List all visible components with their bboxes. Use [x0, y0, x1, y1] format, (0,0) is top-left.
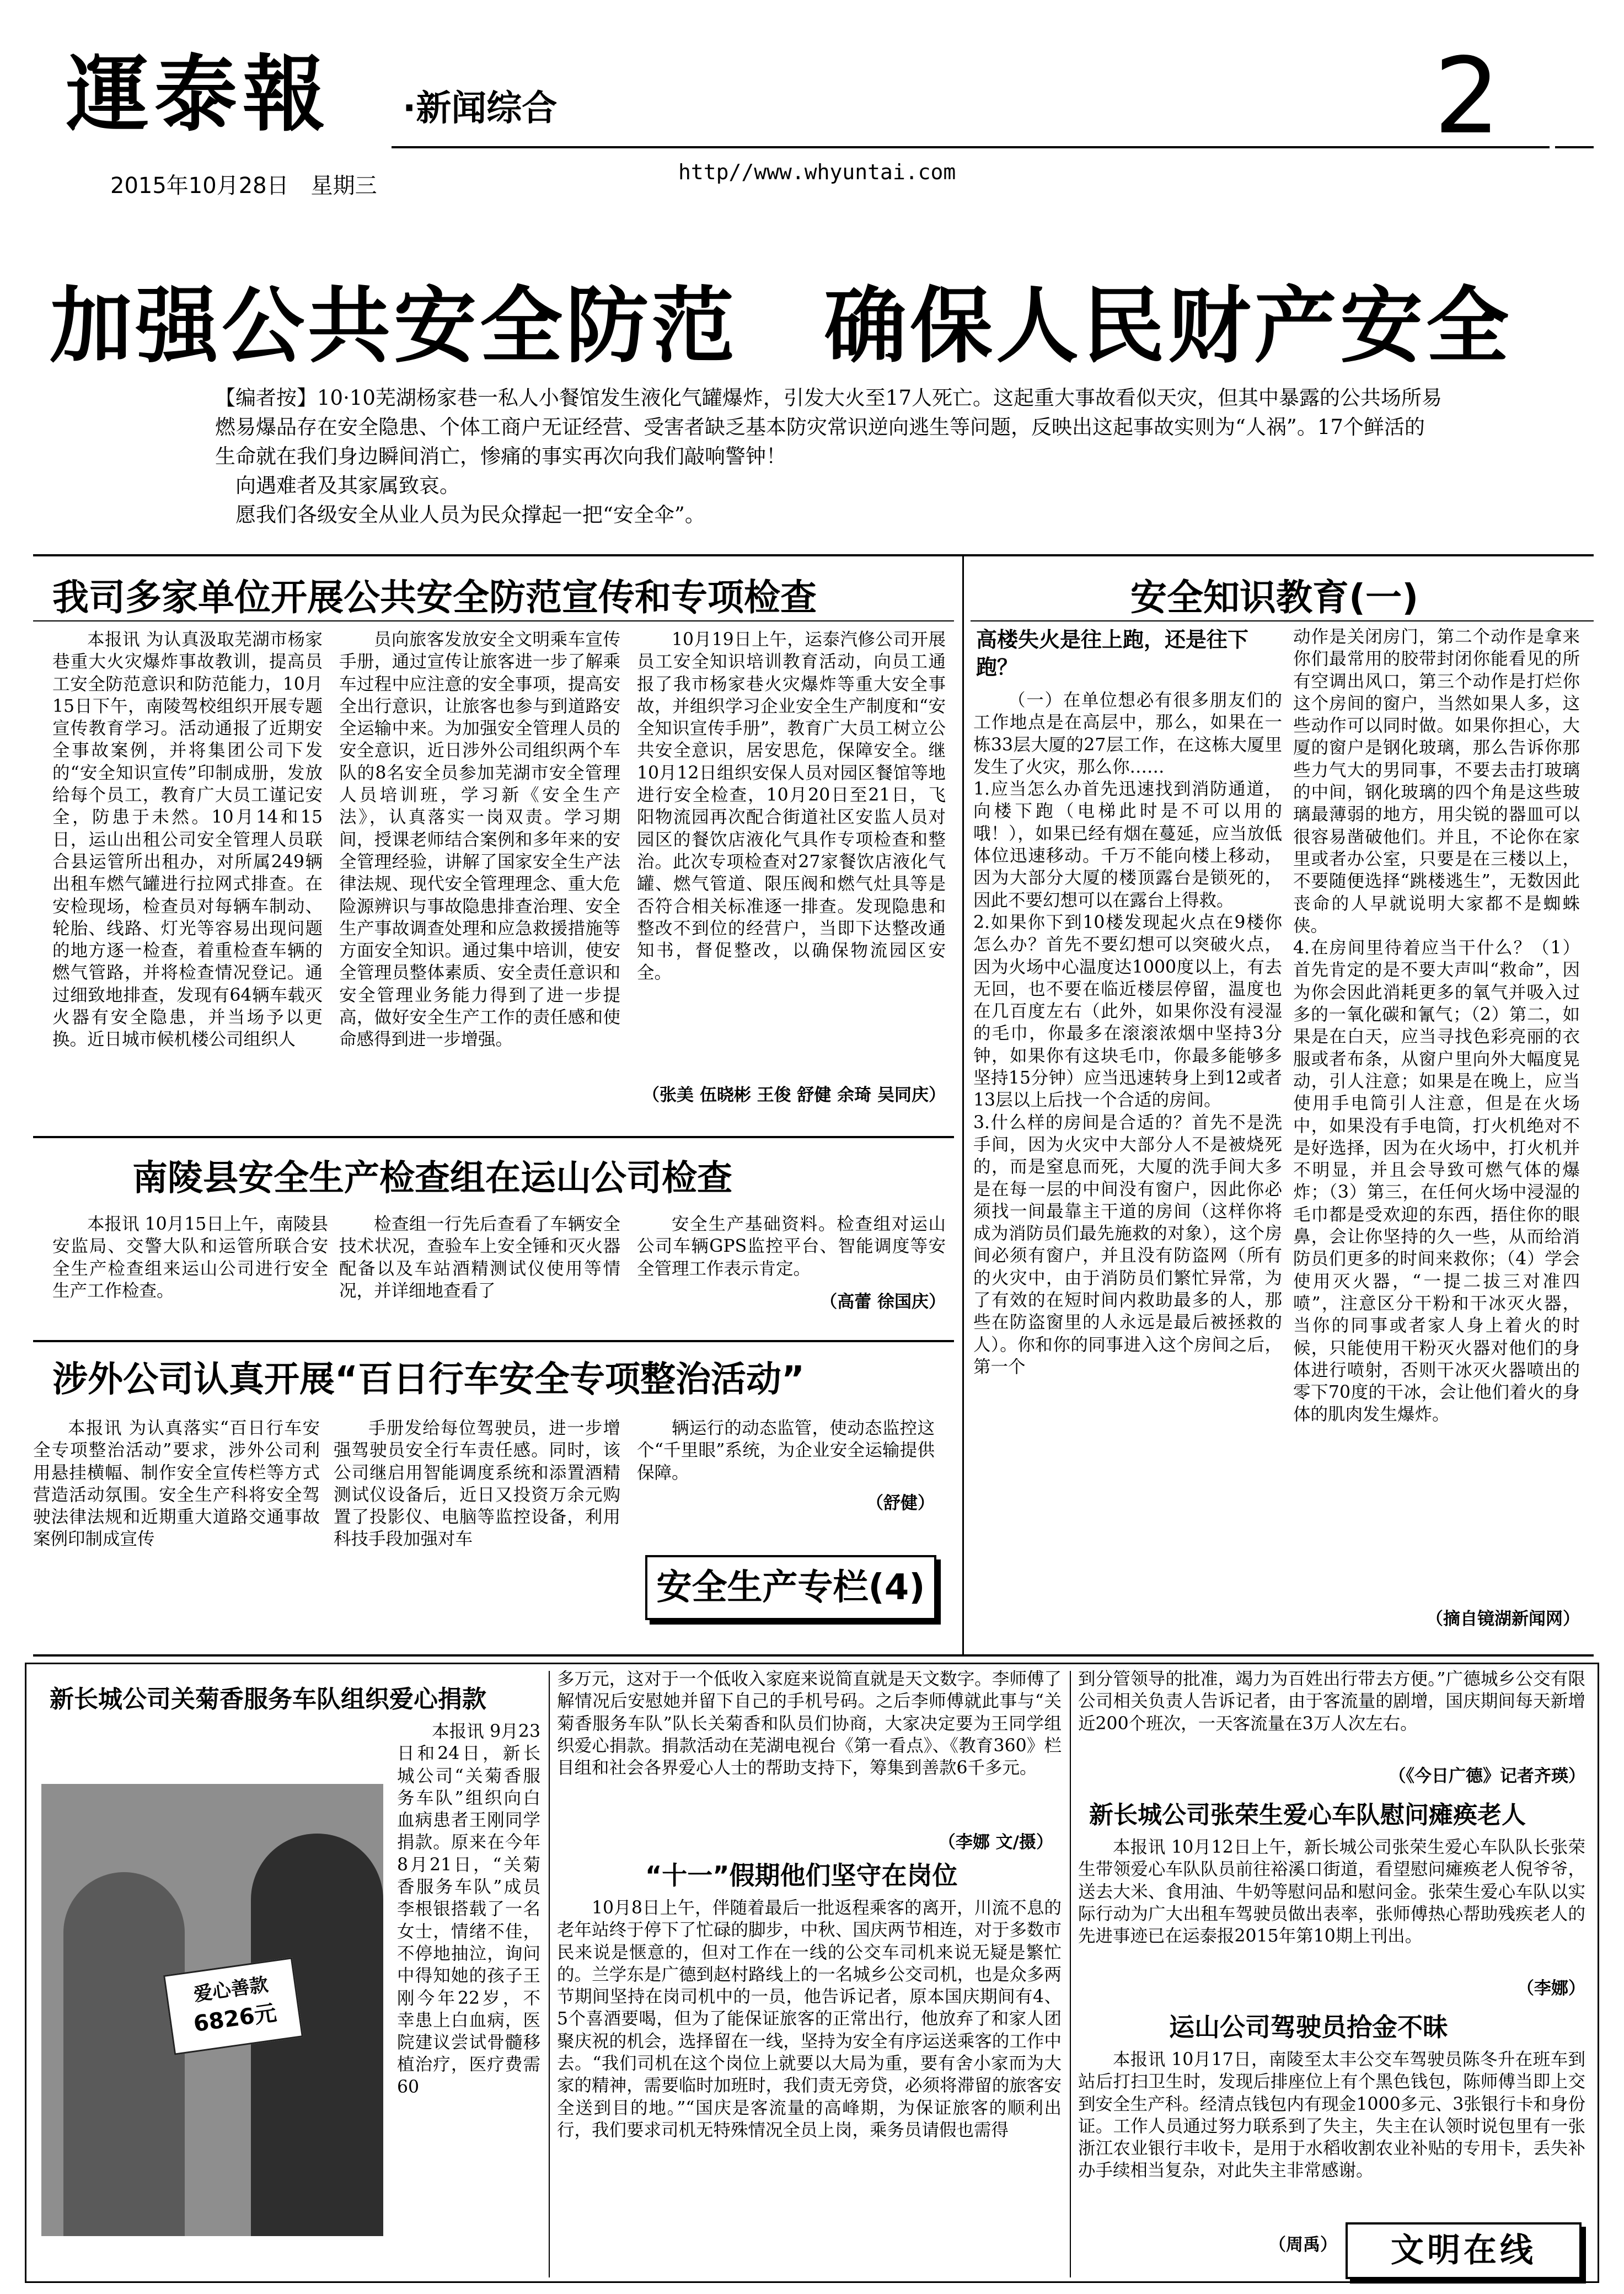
masthead-rule-right — [1555, 146, 1594, 148]
website-url[interactable]: http//www.whyuntai.com — [678, 160, 956, 184]
editor-note-body: 【编者按】10·10芜湖杨家巷一私人小餐馆发生液化气罐爆炸，引发大火至17人死亡。这起重大事故看似天灾，但其中暴露的公共场所易燃易爆品存在安全隐患、个体工商户无证经营、受害者缺乏基本防灾常识逆向逃生等问题，反映出这起事故实则为“人祸”。17个鲜活的生命就在我们身边瞬间消亡，惨痛的事实再次向我们敲响警钟！ — [215, 386, 1443, 468]
page-number: 2 — [1434, 35, 1500, 157]
article-title-inspection: 南陵县安全生产检查组在运山公司检查 — [132, 1158, 732, 1199]
article-visit-byline: （李娜） — [1517, 1979, 1585, 1998]
editor-note-line3: 愿我们各级安全从业人员为民众撑起一把“安全伞”。 — [235, 503, 705, 527]
article-donation-byline: （李娜 文/摄） — [938, 1832, 1053, 1852]
column-divider — [962, 554, 964, 1654]
article-campaign-col1: 本报讯 为认真落实“百日行车安全专项整治活动”要求，涉外公司利用悬挂横幅、制作安全宣传栏等方式营造活动氛围。安全生产科将安全驾驶法律法规和近期重大道路交通事故案例印制成宣传 — [33, 1418, 320, 1550]
article-fire-safety-col2: 动作是关闭房门，第二个动作是拿来你们最常用的胶带封闭你能看见的所有空调出风口，第三个动作是打烂你这个房间的窗户，当然如果人多，这些动作可以同时做。如果你担心，大厦的窗户是钢化玻璃，那么告诉你那些力气大的男同事，不要去击打玻璃的中间，钢化玻璃的四个角是这些玻璃最薄弱的地方，用尖锐的器皿可以很容易凿破他们。并且，不论你在家里或者办公室，只要是在三楼以上，不要随便选择“跳楼逃生”，无数因此丧命的人早就说明大家都不是蜘蛛侠。 4.在房间里待着应当干什么？（1）首先肯定的是不要大声叫“救命”，因为你会因此消耗更多的氧气并吸入过多的一氧化碳和氰气；（2）第二，如果是在白天，应当寻找色彩亮丽的衣服或者布条，从窗户里向外大幅度晃动，引人注意；如果是在晚上，应当使用手电筒引人注意，但是在火场中，如果没有手电筒，打火机绝对不是好选择，因为在火场中，打火机并不明显，并且会导致可燃气体的爆炸；（3）第三，在任何火场中浸湿的毛巾都是受欢迎的东西，捂住你的眼鼻，会让你坚持的久一些，从而给消防员们更多的时间来救你；（4）学会使用灭火器，“一提二拔三对准四喷”，注意区分干粉和干冰灭火器，当你的同事或者家人身上着火的时候，只能使用干粉灭火器对他们的身体进行喷射，否则干冰灭火器喷出的零下70度的干冰，会让他们着火的身体的肌肉发生爆炸。 — [1293, 627, 1580, 1425]
article-honesty-byline: （周禹） — [1269, 2235, 1337, 2255]
article-title-donation: 新长城公司关菊香服务车队组织爱心捐款 — [50, 1685, 486, 1713]
article-inspection-byline: （高蕾 徐国庆） — [820, 1292, 946, 1312]
article-donation-col1: 本报讯 9月23日和24日，新长城公司“关菊香服务车队”组织向白血病患者王刚同学捐款。原来在今年8月21日，“关菊香服务车队”成员李根银搭载了一名女士，情绪不佳，不停地抽泣，询问中得知她的孩子王刚今年22岁，不幸患上白血病，医院建议尝试骨髓移植治疗，医疗费需60 — [397, 1722, 540, 2097]
masthead-rule — [392, 146, 1550, 148]
donation-sign-amount: 6826元 — [192, 2000, 278, 2038]
top-divider — [33, 554, 1594, 556]
article-campaign-col2: 手册发给每位驾驶员，进一步增强驾驶员安全行车责任感。同时，该公司继启用智能调度系统和添置酒精测试仪设备后，近日又投资万余元购置了投影仪、电脑等监控设备，利用科技手段加强对车 — [334, 1418, 620, 1550]
divider-2 — [33, 1136, 954, 1138]
article-publicity-col2: 员向旅客发放安全文明乘车宣传手册，通过宣传让旅客进一步了解乘车过程中应注意的安全事项，提高安全出行意识，让旅客也参与到道路安全运输中来。为加强安全管理人员的安全意识，近日涉外公司组织两个车队的8名安全员参加芜湖市安全管理人员培训班，学习新《安全生产法》，认真落实一岗双责。学习期间，授课老师结合案例和多年来的安全管理经验，讲解了国家安全生产法律法规、现代安全管理理念、重大危险源辨识与事故隐患排查治理、安全生产事故调查处理和应急救援措施等方面安全知识。通过集中培训，使安全管理员整体素质、安全责任意识和安全管理业务能力得到了进一步提高，做好安全生产工作的责任感和使命感得到进一步增强。 — [339, 630, 620, 1050]
article-publicity-byline: （张美 伍晓彬 王俊 舒健 余琦 吴同庆） — [642, 1085, 946, 1105]
divider-3 — [33, 1340, 954, 1342]
photo-person-left — [63, 1872, 185, 2236]
article-visit-col1: 本报讯 10月12日上午，新长城公司张荣生爱心车队队长张荣生带领爱心车队队员前往裕溪口街道，看望慰问瘫痪老人倪爷爷，送去大米、食用油、牛奶等慰问品和慰问金。张荣生爱心车队以实际行动为广大出租车驾驶员做出表率，张师傅热心帮助残疾老人的先进事迹已在运泰报2015年第10期上刊出。 — [1078, 1837, 1585, 1947]
bottom-section-divider — [33, 1654, 1594, 1657]
article-title-honesty: 运山公司驾驶员拾金不昧 — [1169, 2012, 1448, 2042]
article-campaign-byline: （舒健） — [866, 1493, 935, 1513]
title-underline-right — [971, 620, 1594, 621]
article-campaign-col3: 辆运行的动态监管，使动态监控这个“千里眼”系统，为企业安全运输提供保障。 — [637, 1418, 935, 1483]
article-title-campaign: 涉外公司认真开展“百日行车安全专项整治活动” — [52, 1359, 805, 1400]
section-name: ·新闻综合 — [403, 88, 558, 129]
article-holiday-byline: （《今日广德》记者齐瑛） — [1389, 1766, 1585, 1786]
issue-date: 2015年10月28日 星期三 — [110, 173, 377, 199]
article-title-visit: 新长城公司张荣生爱心车队慰问瘫痪老人 — [1089, 1801, 1526, 1829]
article-publicity-col1: 本报讯 为认真汲取芜湖市杨家巷重大火灾爆炸事故教训，提高员工安全防范意识和防范能力，10月15日下午，南陵驾校组织开展专题宣传教育学习。活动通报了近期安全事故案例，并将集团公司下发的“安全知识宣传”印制成册，发放给每个员工，教育广大员工谨记安全，防患于未然。10月14和15日，运山出租公司安全管理人员联合县运管所出租办，对所属249辆出租车燃气罐进行拉网式排查。在安检现场，检查员对每辆车制动、轮胎、线路、灯光等容易出现问题的地方逐一检查，着重检查车辆的燃气管路，并将检查情况登记。通过细致地排查，发现有64辆车载灭火器有安全隐患，并当场予以更换。近日城市候机楼公司组织人 — [52, 630, 323, 1050]
article-fire-safety-source: （摘自镜湖新闻网） — [1426, 1609, 1580, 1629]
title-underline — [33, 620, 954, 621]
article-title-holiday: “十一”假期他们坚守在岗位 — [645, 1861, 958, 1890]
article-inspection-col1: 本报讯 10月15日上午，南陵县安监局、交警大队和运管所联合安全生产检查组来运山公司进行安全生产工作检查。 — [52, 1214, 328, 1301]
bottom-divider-2 — [1070, 1671, 1071, 2277]
article-title-fire-safety: 安全知识教育(一) — [1130, 576, 1419, 619]
article-title-publicity: 我司多家单位开展公共安全防范宣传和专项检查 — [52, 576, 817, 619]
article-holiday-col1: 10月8日上午，伴随着最后一批返程乘客的离开，川流不息的老年站终于停下了忙碌的脚步，中秋、国庆两节相连，对于多数市民来说是惬意的，但对工作在一线的公交车司机来说无疑是繁忙的。兰学东是广德到赵村路线上的一名城乡公交司机，也是众多两节期间坚持在岗司机中的一员，他告诉记者，原本国庆期间有4、5个喜酒要喝，但为了能保证旅客的正常出行，他放弃了和家人团聚庆祝的机会，选择留在一线，坚持为安全有序运送乘客的工作中去。“我们司机在这个岗位上就要以大局为重，要有舍小家而为大家的精神，需要临时加班时，我们责无旁贷，必须将滞留的旅客安全送到目的地。”“国庆是客流量的高峰期，为保证旅客的顺利出行，我们要求司机无特殊情况全员上岗，乘务员请假也需得 — [557, 1898, 1062, 2140]
article-fire-safety-subtitle: 高楼失火是往上跑，还是往下跑？ — [976, 628, 1249, 679]
editor-note — [215, 383, 1445, 529]
safety-column-badge — [645, 1555, 936, 1620]
main-headline: 加强公共安全防范 确保人民财产安全 — [50, 278, 1513, 374]
article-inspection-col2: 检查组一行先后查看了车辆安全技术状况，查验车上安全锤和灭火器配备以及车站酒精测试仪使用等情况，并详细地查看了 — [339, 1214, 620, 1301]
article-donation-col2: 多万元，这对于一个低收入家庭来说简直就是天文数字。李师傅了解情况后安慰她并留下自己的手机号码。之后李师傅就此事与“关菊香服务车队”队长关菊香和队员们协商，大家决定要为王同学组织爱心捐款。捐款活动在芜湖电视台《第一看点》、《教育360》栏目组和社会各界爱心人士的帮助支持下，筹集到善款6千多元。 — [557, 1669, 1062, 1778]
safety-column-badge-text: 安全生产专栏(4) — [656, 1567, 925, 1608]
article-publicity-col3: 10月19日上午，运泰汽修公司开展员工安全知识培训教育活动，向员工通报了我市杨家巷火灾爆炸等重大安全事故，并组织学习企业安全生产制度和“安全知识宣传手册”，教育广大员工树立公共安全意识，居安思危，保障安全。继10月12日组织安保人员对园区餐馆等地进行安全检查，10月20日至21日，飞阳物流园再次配合街道社区安监人员对园区的餐饮店液化气具作专项检查和整治。此次专项检查对27家餐饮店液化气罐、燃气管道、限压阀和燃气灶具等是否符合相关标准逐一排查。发现隐患和整改不到位的经营户，当即下达整改通知书，督促整改，以确保物流园区安全。 — [637, 630, 946, 983]
bottom-divider-1 — [549, 1671, 550, 2277]
donation-photo — [41, 1784, 383, 2236]
donation-sign-label: 爱心善款 — [192, 1974, 270, 2006]
article-inspection-col3: 安全生产基础资料。检查组对运山公司车辆GPS监控平台、智能调度等安全管理工作表示肯定。 — [637, 1214, 946, 1279]
civilization-badge — [1346, 2222, 1582, 2279]
article-honesty-col1: 本报讯 10月17日，南陵至太丰公交车驾驶员陈冬升在班车到站后打扫卫生时，发现后排座位上有个黑色钱包，陈师傅当即上交到安全生产科。经清点钱包内有现金1000多元、3张银行卡和身份证。工作人员通过努力联系到了失主，失主在认领时说包里有一张浙江农业银行丰收卡，是用于水稻收割农业补贴的专用卡，丢失补办手续相当复杂，对此失主非常感谢。 — [1078, 2050, 1585, 2181]
editor-note-line2: 向遇难者及其家属致哀。 — [235, 474, 460, 497]
civilization-badge-text: 文明在线 — [1391, 2231, 1536, 2270]
article-holiday-col2: 到分管领导的批准，竭力为百姓出行带去方便。”广德城乡公交有限公司相关负责人告诉记者，由于客流量的剧增，国庆期间每天新增近200个班次，一天客流量在3万人次左右。 — [1078, 1669, 1585, 1734]
masthead-logo: 運泰報 — [66, 46, 331, 143]
article-fire-safety-col1: （一）在单位想必有很多朋友们的工作地点是在高层中，那么，如果在一栋33层大厦的27层工作，在这栋大厦里发生了火灾，那么你…… 1.应当怎么办首先迅速找到消防通道，向楼下跑（电梯此时是不可以用的哦！），如果已经有烟在蔓延，应当放低体位迅速移动。千万不能向楼上移动，因为大部分大厦的楼顶露台是锁死的，因此不要幻想可以在露台上得救。 2.如果你下到10楼发现起火点在9楼你怎么办？首先不要幻想可以突破火点，因为火场中心温度达1000度以上，有去无回，也不要在临近楼层停留，温度也在几百度左右（此外，如果你没有浸湿的毛巾，你最多在滚滚浓烟中坚持3分钟，如果你有这块毛巾，你最多能够多坚持15分钟）应当迅速转身上到12或者13层以上后找一个合适的房间。 3.什么样的房间是合适的？首先不是洗手间，因为火灾中大部分人不是被烧死的，而是窒息而死，大厦的洗手间大多是在每一层的中间没有窗户，因此你必须找一间最靠主干道的房间（这样你将成为消防员们最先施救的对象），这个房间必须有窗户，并且没有防盗网（所有的火灾中，由于消防员们繁忙异常，为了有效的在短时间内救助最多的人，那些在防盗窗里的人永远是最后被拯救的人）。你和你的同事进入这个房间之后，第一个 — [973, 690, 1282, 1377]
